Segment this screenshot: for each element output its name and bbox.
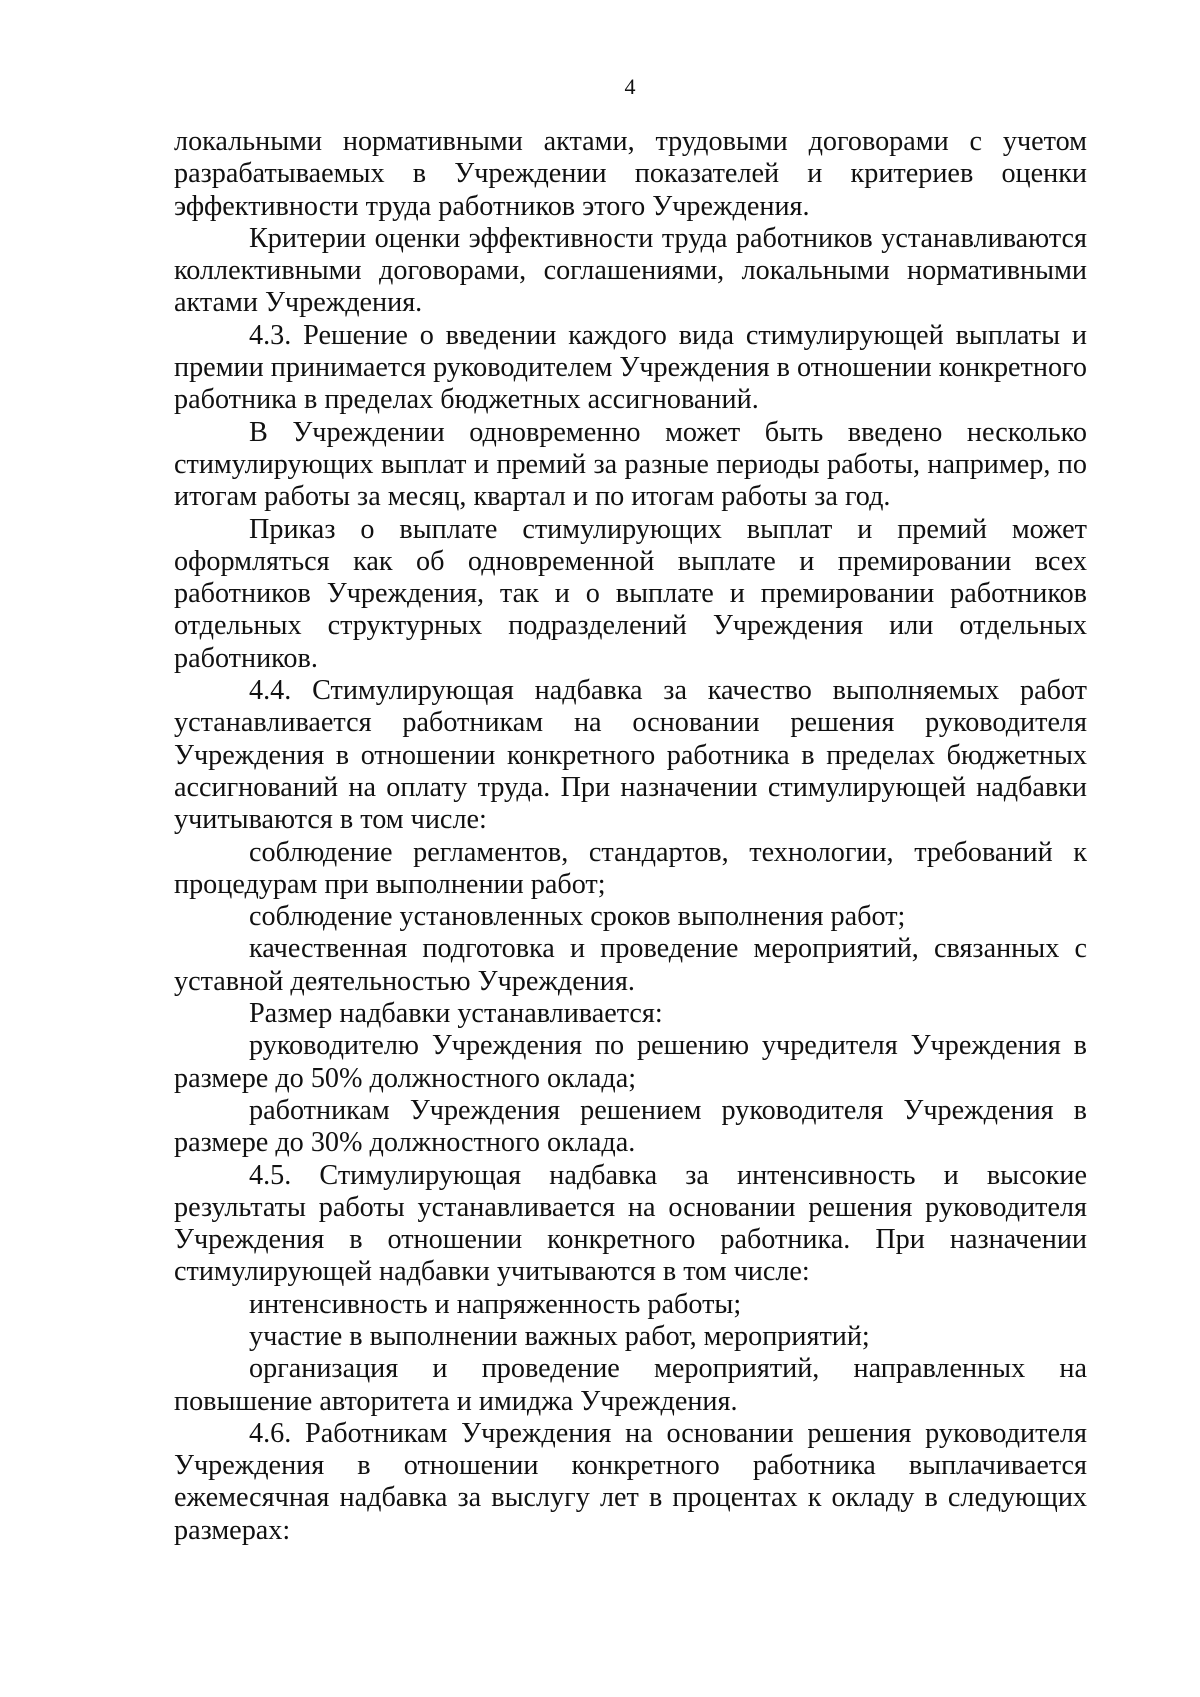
paragraph-4-4: 4.4. Стимулирующая надбавка за качество выполняемых работ устанавливается работникам на основании решения руководителя Учреждения в отношении конкретного работника в пределах бюджетных ассигнований на оплату труда. При назначении стимулирующей надбавки учитываются в том числе:: [174, 675, 1087, 836]
paragraph-multiple-payments: В Учреждении одновременно может быть введено несколько стимулирующих выплат и премий за разные периоды работы, например, по итогам работы за месяц, квартал и по итогам работы за год.: [174, 416, 1087, 513]
paragraph-4-6: 4.6. Работникам Учреждения на основании решения руководителя Учреждения в отношении конкретного работника выплачивается ежемесячная надбавка за выслугу лет в процентах к окладу в следующих размерах:: [174, 1417, 1087, 1546]
paragraph-criteria: Критерии оценки эффективности труда работников устанавливаются коллективными договорами, соглашениями, локальными нормативными актами Учреждения.: [174, 222, 1087, 319]
paragraph-order: Приказ о выплате стимулирующих выплат и премий может оформляться как об одновременной выплате и премировании всех работников Учреждения, так и о выплате и премировании работников отдельных структурных подразделений Учреждения или отдельных работников.: [174, 513, 1087, 674]
document-body: [174, 126, 1087, 1547]
paragraph-4-5: 4.5. Стимулирующая надбавка за интенсивность и высокие результаты работы устанавливается на основании решения руководителя Учреждения в отношении конкретного работника. При назначении стимулирующей надбавки учитываются в том числе:: [174, 1159, 1087, 1288]
list-item-events-authority: организация и проведение мероприятий, направленных на повышение авторитета и имиджа Учреждения.: [174, 1353, 1087, 1417]
list-item-quality-events: качественная подготовка и проведение мероприятий, связанных с уставной деятельностью Учреждения.: [174, 933, 1087, 997]
list-item-participation: участие в выполнении важных работ, мероприятий;: [249, 1320, 870, 1352]
list-item-intensity: интенсивность и напряженность работы;: [249, 1288, 742, 1320]
paragraph-continuation: локальными нормативными актами, трудовыми договорами с учетом разрабатываемых в Учреждении показателей и критериев оценки эффективности труда работников этого Учреждения.: [174, 126, 1087, 222]
paragraph-bonus-size: Размер надбавки устанавливается:: [249, 998, 663, 1030]
paragraph-4-3: 4.3. Решение о введении каждого вида стимулирующей выплаты и премии принимается руководителем Учреждения в отношении конкретного работника в пределах бюджетных ассигнований.: [174, 319, 1087, 416]
list-item-compliance-regulations: соблюдение регламентов, стандартов, технологии, требований к процедурам при выполнении работ;: [174, 836, 1087, 900]
list-item-compliance-deadlines: соблюдение установленных сроков выполнения работ;: [249, 901, 906, 933]
page-number: 4: [624, 74, 636, 99]
list-item-head-bonus: руководителю Учреждения по решению учредителя Учреждения в размере до 50% должностного оклада;: [174, 1030, 1087, 1094]
list-item-staff-bonus: работникам Учреждения решением руководителя Учреждения в размере до 30% должностного оклада.: [174, 1094, 1087, 1159]
